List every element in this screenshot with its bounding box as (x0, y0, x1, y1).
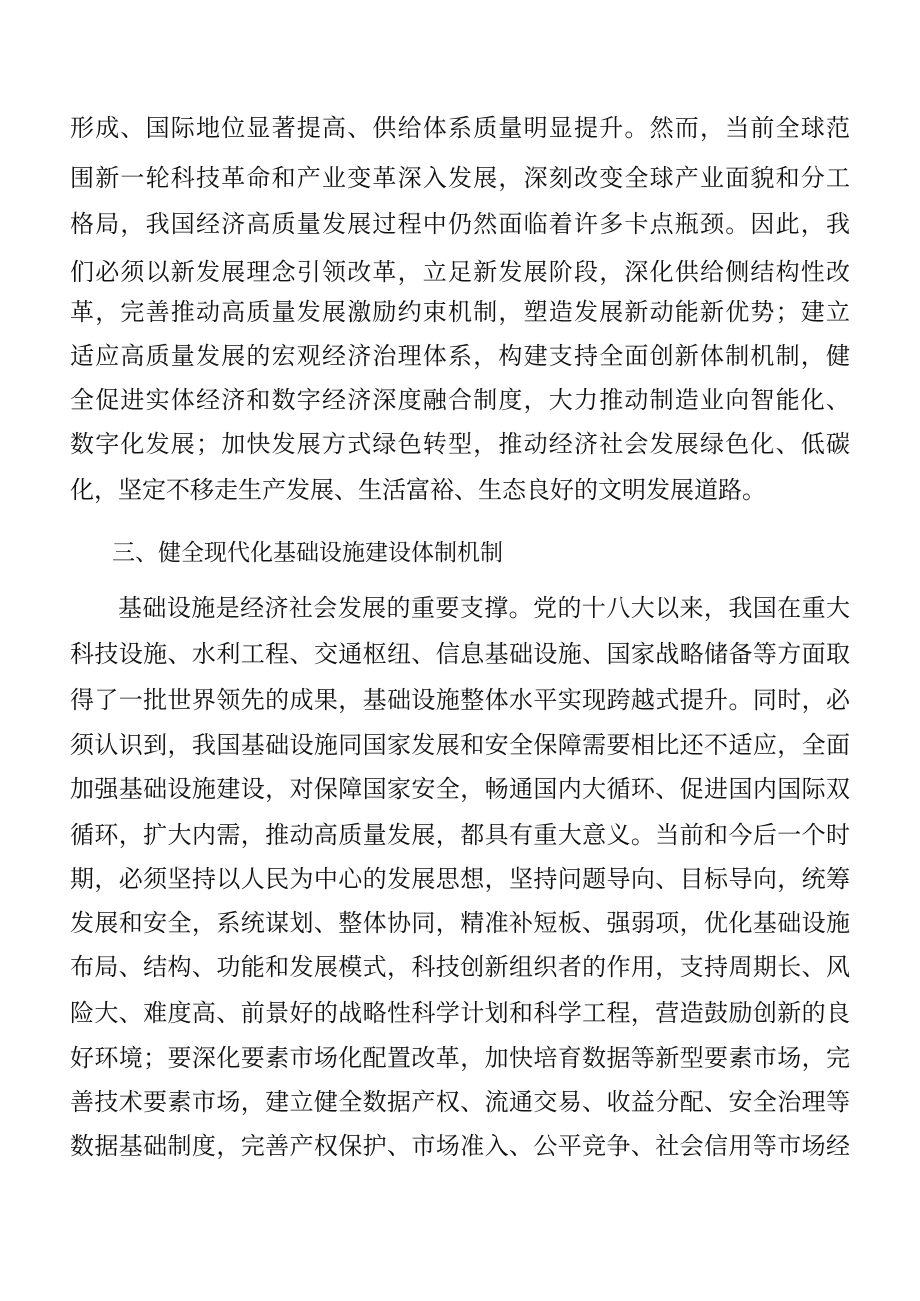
paragraph-line: 险大、难度高、前景好的战略性科学计划和科学工程，营造鼓励创新的良 (70, 999, 850, 1027)
paragraph-line: 基础设施是经济社会发展的重要支撑。党的十八大以来，我国在重大 (118, 594, 850, 622)
paragraph-line: 数据基础制度，完善产权保护、市场准入、公平竞争、社会信用等市场经 (70, 1132, 850, 1160)
paragraph-line: 发展和安全，系统谋划、整体协同，精准补短板、强弱项，优化基础设施 (70, 909, 850, 937)
paragraph-line: 得了一批世界领先的成果，基础设施整体水平实现跨越式提升。同时，必 (70, 686, 850, 714)
paragraph-line: 化，坚定不移走生产发展、生活富裕、生态良好的文明发展道路。 (70, 476, 766, 504)
paragraph-line: 格局，我国经济高质量发展过程中仍然面临着许多卡点瓶颈。因此，我 (70, 210, 850, 238)
paragraph-line: 循环，扩大内需，推动高质量发展，都具有重大意义。当前和今后一个时 (70, 821, 850, 849)
section-heading: 三、健全现代化基础设施建设体制机制 (112, 540, 503, 566)
paragraph-line: 好环境；要深化要素市场化配置改革，加快培育数据等新型要素市场，完 (70, 1044, 850, 1072)
paragraph-line: 围新一轮科技革命和产业变革深入发展，深刻改变全球产业面貌和分工 (70, 164, 850, 192)
paragraph-line: 全促进实体经济和数字经济深度融合制度，大力推动制造业向智能化、 (70, 386, 850, 414)
paragraph-line: 期，必须坚持以人民为中心的发展思想，坚持问题导向、目标导向，统筹 (70, 865, 850, 893)
paragraph-line: 们必须以新发展理念引领改革，立足新发展阶段，深化供给侧结构性改 (70, 258, 850, 286)
paragraph-line: 形成、国际地位显著提高、供给体系质量明显提升。然而，当前全球范 (70, 114, 850, 142)
paragraph-line: 加强基础设施建设，对保障国家安全，畅通国内大循环、促进国内国际双 (70, 775, 850, 803)
paragraph-line: 适应高质量发展的宏观经济治理体系，构建支持全面创新体制机制，健 (70, 342, 850, 370)
paragraph-line: 革，完善推动高质量发展激励约束机制，塑造发展新动能新优势；建立 (70, 298, 850, 326)
paragraph-line: 须认识到，我国基础设施同国家发展和安全保障需要相比还不适应，全面 (70, 731, 850, 759)
paragraph-line: 善技术要素市场，建立健全数据产权、流通交易、收益分配、安全治理等 (70, 1088, 850, 1116)
paragraph-line: 科技设施、水利工程、交通枢纽、信息基础设施、国家战略储备等方面取 (70, 640, 850, 668)
paragraph-line: 数字化发展；加快发展方式绿色转型，推动经济社会发展绿色化、低碳 (70, 430, 850, 458)
paragraph-line: 布局、结构、功能和发展模式，科技创新组织者的作用，支持周期长、风 (70, 953, 850, 981)
